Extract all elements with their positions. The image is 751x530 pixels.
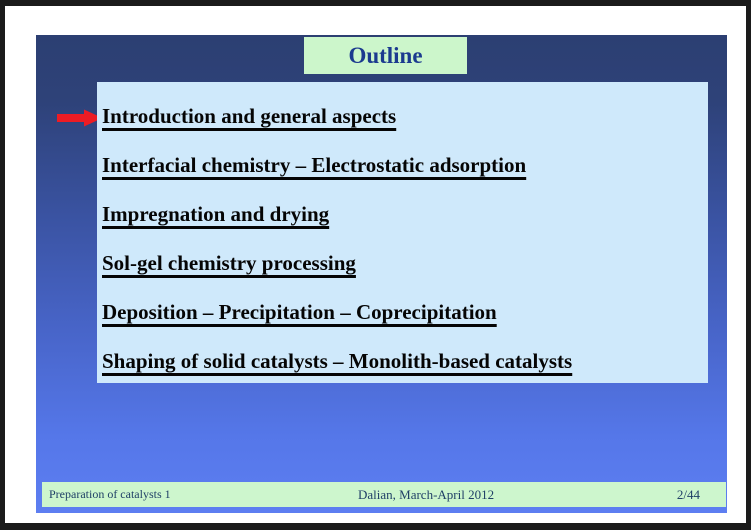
outline-item xyxy=(102,190,708,239)
outline-item-label: Impregnation and drying xyxy=(102,202,330,226)
outline-item xyxy=(102,288,708,337)
outline-item xyxy=(102,141,708,190)
slide-title: Outline xyxy=(348,43,423,68)
slide-canvas xyxy=(36,35,727,513)
slide-title-box xyxy=(304,37,467,74)
footer-venue-date-label: Dalian, March-April 2012 xyxy=(358,487,495,502)
footer-course-label: Preparation of catalysts 1 xyxy=(49,487,171,501)
outline-list xyxy=(97,82,708,383)
outline-item xyxy=(102,92,708,141)
footer-page-number: 2/44 xyxy=(676,487,700,502)
outline-item-label: Sol-gel chemistry processing xyxy=(102,251,356,275)
outline-item-label: Introduction and general aspects xyxy=(102,104,397,128)
outline-item xyxy=(102,239,708,288)
outline-item-label: Shaping of solid catalysts – Monolith-based catalysts xyxy=(102,349,573,373)
outline-item xyxy=(102,337,708,383)
page-background xyxy=(5,6,746,523)
footer-bar xyxy=(42,482,726,507)
outline-item-label: Deposition – Precipitation – Coprecipitation xyxy=(102,300,497,324)
outline-item-label: Interfacial chemistry – Electrostatic adsorption xyxy=(102,153,527,177)
